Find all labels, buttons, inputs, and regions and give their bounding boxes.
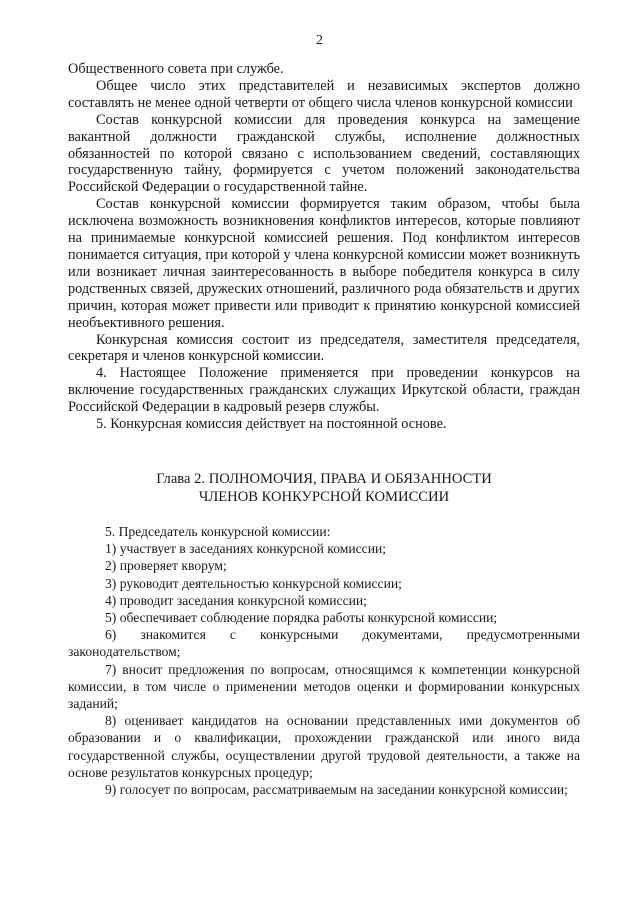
paragraph: 5. Конкурсная комиссия действует на постоянной основе. xyxy=(96,416,447,433)
paragraph: Общественного совета при службе. xyxy=(68,61,284,77)
bottom-text-section xyxy=(68,523,580,798)
top-text-section xyxy=(68,61,580,433)
chapter-heading-line-1: Глава 2. ПОЛНОМОЧИЯ, ПРАВА И ОБЯЗАННОСТИ xyxy=(156,471,492,487)
page-number: 2 xyxy=(316,33,323,48)
list-item: 3) руководит деятельностью конкурсной комиссии; xyxy=(105,575,402,591)
list-item: 5. Председатель конкурсной комиссии: xyxy=(105,524,331,539)
paragraph: 4. Настоящее Положение применяется при проведении конкурсов на включение государственных гражданских служащих Иркутской области, граждан Российской Федерации в кадровый резерв службы. xyxy=(68,365,580,416)
list-item: 5) обеспечивает соблюдение порядка работы конкурсной комиссии; xyxy=(105,610,498,626)
chapter-heading-line-2: ЧЛЕНОВ КОНКУРСНОЙ КОМИССИИ xyxy=(198,488,450,505)
list-item: 7) вносит предложения по вопросам, относящимся к компетенции конкурсной комиссии, в том числе о применении методов оценки и формировании конкурсных заданий; xyxy=(68,661,580,712)
paragraph: Состав конкурсной комиссии формируется таким образом, чтобы была исключена возможность возникновения конфликтов интересов, которые повлияют на принимаемые конкурсной комиссией решения. Под конфликтом интересов понимается ситуация, при которой у члена конкурсной комиссии может возникнуть или возникает личная заинтересованность в выборе победителя конкурса в силу родственных связей, дружеских отношений, различного рода обязательств и других причин, которая может привести или приводит к принятию конкурсной комиссией необъективного решения. xyxy=(68,196,580,331)
paragraph: Общее число этих представителей и независимых экспертов должно составлять не менее одной четверти от общего числа членов конкурсной комиссии xyxy=(68,77,580,111)
list-item: 2) проверяет кворум; xyxy=(105,558,227,574)
paragraph: Состав конкурсной комиссии для проведения конкурса на замещение вакантной должности гражданской службы, исполнение должностных обязанностей по которой связано с использованием сведений, составляющих государственную тайну, формируется с учетом положений законодательства Российской Федерации о государственной тайне. xyxy=(68,111,580,196)
list-item: 8) оценивает кандидатов на основании представленных ими документов об образовании и о квалификации, прохождении гражданской или иного вида государственной службы, осуществлении другой трудовой деятельности, а также на основе результатов конкурсных процедур; xyxy=(68,713,580,780)
paragraph: Конкурсная комиссия состоит из председателя, заместителя председателя, секретаря и членов конкурсной комиссии. xyxy=(68,331,580,365)
list-item: 9) голосует по вопросам, рассматриваемым на заседании конкурсной комиссии; xyxy=(105,782,568,798)
list-item: 6) знакомится с конкурсными документами, предусмотренными законодательством; xyxy=(68,627,580,660)
list-item: 4) проводит заседания конкурсной комиссии; xyxy=(105,592,367,608)
chapter-heading xyxy=(68,471,580,506)
list-item: 1) участвует в заседаниях конкурсной комиссии; xyxy=(105,541,387,557)
